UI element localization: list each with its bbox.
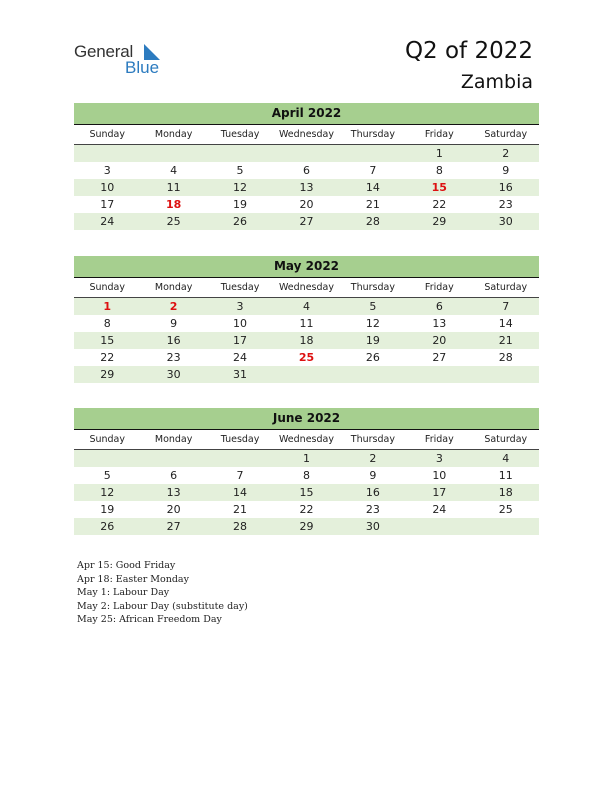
day-cell xyxy=(473,518,539,535)
week-row xyxy=(74,179,539,196)
holiday-notes xyxy=(77,559,248,627)
day-cell: 24 xyxy=(432,503,447,516)
day-cell xyxy=(140,145,206,162)
day-cell xyxy=(140,450,206,467)
month-title: April 2022 xyxy=(74,103,539,125)
day-cell: 27 xyxy=(166,520,181,533)
day-cell xyxy=(207,145,273,162)
day-cell: 28 xyxy=(365,215,380,228)
week-row xyxy=(74,315,539,332)
month-calendar xyxy=(74,103,539,230)
day-cell: 14 xyxy=(233,486,248,499)
day-cell xyxy=(473,366,539,383)
weekday-label: Tuesday xyxy=(220,282,260,293)
day-cell: 11 xyxy=(166,181,181,194)
day-cell: 22 xyxy=(299,503,314,516)
day-cell: 25 xyxy=(166,215,181,228)
day-cell: 29 xyxy=(432,215,447,228)
day-cell xyxy=(273,366,339,383)
day-cell: 26 xyxy=(100,520,115,533)
day-cell: 2 xyxy=(502,147,510,160)
day-cell: 14 xyxy=(498,317,513,330)
day-cell: 29 xyxy=(299,520,314,533)
weekday-label: Monday xyxy=(154,434,193,445)
day-cell: 22 xyxy=(100,351,115,364)
day-cell: 4 xyxy=(502,452,510,465)
month-title: June 2022 xyxy=(74,408,539,430)
generalblue-logo xyxy=(74,42,184,78)
day-cell: 5 xyxy=(103,469,111,482)
day-cell: 13 xyxy=(166,486,181,499)
day-cell: 3 xyxy=(236,300,244,313)
day-cell: 4 xyxy=(302,300,310,313)
weekday-label: Friday xyxy=(424,129,454,140)
day-cell: 25 xyxy=(498,503,513,516)
month-title: May 2022 xyxy=(74,256,539,278)
day-cell: 31 xyxy=(233,368,248,381)
day-cell: 23 xyxy=(166,351,181,364)
holiday-note: May 25: African Freedom Day xyxy=(77,614,222,625)
weekday-label: Sunday xyxy=(89,129,125,140)
day-cell: 5 xyxy=(236,164,244,177)
weekday-label: Tuesday xyxy=(220,129,260,140)
day-cell: 27 xyxy=(432,351,447,364)
holiday-note: May 1: Labour Day xyxy=(77,587,170,598)
day-cell: 1 xyxy=(435,147,443,160)
weekday-label: Thursday xyxy=(350,282,395,293)
week-row xyxy=(74,450,539,467)
day-cell: 9 xyxy=(170,317,178,330)
week-row xyxy=(74,145,539,162)
week-row xyxy=(74,349,539,366)
day-cell: 27 xyxy=(299,215,314,228)
day-cell: 17 xyxy=(432,486,447,499)
day-cell: 22 xyxy=(432,198,447,211)
holiday-day-cell: 25 xyxy=(298,351,315,364)
day-cell: 23 xyxy=(498,198,513,211)
page-title: Q2 of 2022 xyxy=(404,38,533,64)
week-row xyxy=(74,298,539,315)
day-cell: 8 xyxy=(103,317,111,330)
day-cell: 18 xyxy=(299,334,314,347)
day-cell: 10 xyxy=(233,317,248,330)
week-row xyxy=(74,196,539,213)
day-cell: 20 xyxy=(432,334,447,347)
week-row xyxy=(74,332,539,349)
holiday-note: Apr 15: Good Friday xyxy=(77,560,176,571)
day-cell xyxy=(207,450,273,467)
weekday-label: Thursday xyxy=(350,434,395,445)
month-calendar xyxy=(74,256,539,383)
day-cell: 16 xyxy=(365,486,380,499)
logo-text-general: General xyxy=(74,42,134,61)
day-cell: 16 xyxy=(498,181,513,194)
weekday-header-row xyxy=(74,278,539,298)
holiday-day-cell: 1 xyxy=(103,300,112,313)
day-cell: 11 xyxy=(299,317,314,330)
day-cell: 29 xyxy=(100,368,115,381)
day-cell: 9 xyxy=(369,469,377,482)
day-cell: 23 xyxy=(365,503,380,516)
day-cell: 24 xyxy=(100,215,115,228)
day-cell: 6 xyxy=(170,469,178,482)
day-cell: 8 xyxy=(302,469,310,482)
weekday-header-row xyxy=(74,430,539,450)
weekday-label: Sunday xyxy=(89,434,125,445)
day-cell xyxy=(74,450,140,467)
day-cell: 21 xyxy=(233,503,248,516)
week-row xyxy=(74,501,539,518)
day-cell: 19 xyxy=(233,198,248,211)
weekday-label: Saturday xyxy=(484,282,528,293)
day-cell: 8 xyxy=(435,164,443,177)
day-cell: 4 xyxy=(170,164,178,177)
day-cell: 12 xyxy=(365,317,380,330)
day-cell: 17 xyxy=(233,334,248,347)
weekday-label: Saturday xyxy=(484,129,528,140)
weekday-label: Wednesday xyxy=(278,282,334,293)
day-cell: 13 xyxy=(299,181,314,194)
day-cell: 20 xyxy=(299,198,314,211)
weekday-label: Saturday xyxy=(484,434,528,445)
day-cell: 12 xyxy=(233,181,248,194)
day-cell: 7 xyxy=(502,300,510,313)
week-row xyxy=(74,213,539,230)
day-cell: 7 xyxy=(369,164,377,177)
day-cell xyxy=(273,145,339,162)
day-cell: 21 xyxy=(365,198,380,211)
day-cell: 28 xyxy=(498,351,513,364)
weekday-label: Wednesday xyxy=(278,434,334,445)
day-cell: 6 xyxy=(435,300,443,313)
day-cell: 12 xyxy=(100,486,115,499)
day-cell xyxy=(406,518,472,535)
day-cell: 5 xyxy=(369,300,377,313)
holiday-note: May 2: Labour Day (substitute day) xyxy=(77,600,248,612)
weekday-label: Monday xyxy=(154,129,193,140)
week-row xyxy=(74,518,539,535)
day-cell: 2 xyxy=(369,452,377,465)
holiday-note: Apr 18: Easter Monday xyxy=(77,573,189,585)
day-cell: 18 xyxy=(498,486,513,499)
week-row xyxy=(74,162,539,179)
weekday-label: Monday xyxy=(154,282,193,293)
week-row xyxy=(74,366,539,383)
day-cell: 16 xyxy=(166,334,181,347)
day-cell: 26 xyxy=(365,351,380,364)
day-cell: 7 xyxy=(236,469,244,482)
week-row xyxy=(74,467,539,484)
day-cell: 13 xyxy=(432,317,447,330)
weekday-label: Friday xyxy=(424,282,454,293)
day-cell: 6 xyxy=(302,164,310,177)
day-cell: 19 xyxy=(365,334,380,347)
country-name: Zambia xyxy=(460,71,533,93)
day-cell: 14 xyxy=(365,181,380,194)
day-cell: 17 xyxy=(100,198,115,211)
day-cell: 9 xyxy=(502,164,510,177)
day-cell: 28 xyxy=(233,520,248,533)
day-cell xyxy=(340,145,406,162)
weekday-header-row xyxy=(74,125,539,145)
weekday-label: Thursday xyxy=(350,129,395,140)
day-cell xyxy=(340,366,406,383)
holiday-day-cell: 15 xyxy=(431,181,447,194)
day-cell: 19 xyxy=(100,503,115,516)
day-cell: 30 xyxy=(498,215,513,228)
day-cell: 3 xyxy=(103,164,111,177)
week-row xyxy=(74,484,539,501)
weekday-label: Tuesday xyxy=(220,434,260,445)
day-cell: 1 xyxy=(302,452,310,465)
day-cell: 30 xyxy=(365,520,380,533)
day-cell: 15 xyxy=(299,486,314,499)
day-cell: 10 xyxy=(432,469,447,482)
day-cell: 30 xyxy=(166,368,181,381)
weekday-label: Friday xyxy=(424,434,454,445)
day-cell: 15 xyxy=(100,334,115,347)
holiday-day-cell: 18 xyxy=(165,198,182,211)
weekday-label: Sunday xyxy=(89,282,125,293)
holiday-day-cell: 2 xyxy=(169,300,178,313)
day-cell xyxy=(74,145,140,162)
weekday-label: Wednesday xyxy=(278,129,334,140)
day-cell: 26 xyxy=(233,215,248,228)
month-calendar xyxy=(74,408,539,535)
day-cell: 10 xyxy=(100,181,115,194)
day-cell: 24 xyxy=(233,351,248,364)
logo-text-blue: Blue xyxy=(125,58,160,77)
day-cell: 11 xyxy=(498,469,513,482)
day-cell: 21 xyxy=(498,334,513,347)
day-cell xyxy=(406,366,472,383)
day-cell: 20 xyxy=(166,503,181,516)
day-cell: 3 xyxy=(435,452,443,465)
